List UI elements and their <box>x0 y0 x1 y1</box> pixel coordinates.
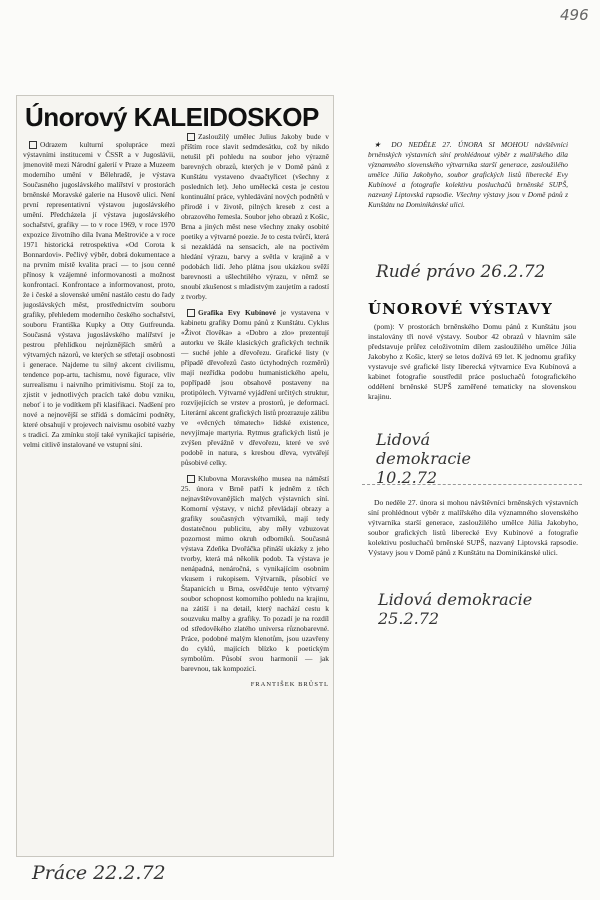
headline: Únorový KALEIDOSKOP <box>25 102 319 132</box>
column-text: Do neděle 27. února si mohou návštěvníci brněnských výstavních síní prohlédnout výběr z malířského díla významného slovenského výtvarníka starší generace, zasloužilého umělce Júlia Jakobyho, soubor grafických listů liberecké Evy Kubínové a fotografie kolektivu posluchačů brněnské SUPŠ, nazvaný Liptovská rapsodie. Výstavy jsou v Domě pánů z Kunštátu na Dominikánské ulici. <box>368 498 578 557</box>
bullet-square-icon <box>187 133 195 141</box>
headline-unorove-vystavy: ÚNOROVÉ VÝSTAVY <box>368 300 553 318</box>
article-text <box>368 140 568 252</box>
column-text: (pom): V prostorách brněnského Domu pánů z Kunštátu jsou instalovány tři nové výstavy. Soubor 42 obrazů v hlavním sále představuje průřez celoživotním dílem zasloužilého umělce Júlia Jakobyho z Košic, který se letos dožívá 69 let. K jednomu grafiky vystavuje své grafické listy liberecká výtvarnice Eva Kubínová a kabinet fotografie soustředil práce posluchačů fotografického oddělení brněnské SUPŠ zaměřené tematicky na slovenskou krajinu. <box>368 322 576 401</box>
article-column-2 <box>181 132 329 848</box>
column-text: Zasloužilý umělec Julius Jakoby bude v příštím roce slavit sedmdesátku, což by nikdo netušil při pohledu na soubor jeho výrazně barevných obrazů, kterých je v Domě pánů z Kunštátu vystaveno dvaačtyřicet (všechny z posledních let). Jeho umělecká cesta je cestou kontinuální práce, vyhledávání nových podnětů v přírodě i v životě, pilných kreseb z cest a obrazového řemesla. Soubor jeho obrazů z Košic, Brna a jiných měst nese všechny znaky osobité poetiky a výtvarné poezie. Je to cesta tvůrčí, která si nezakládá na sensacích, ale na poctivém hledání výrazu, barvy a světla v krajině a v podobách lidí. Jeho plátna jsou ukázkou svěží barevnosti a ušlechtilého výrazu, v němž se snoubí zkušenost s mladistvým zaujetím a radostí z tvorby. <box>181 132 329 301</box>
article-text-do-nedele <box>368 498 578 576</box>
column-text: je vystavena v kabinetu grafiky Domu pánů z Kunštátu. Cyklus «Život člověka» a «Dobro a zlo» prezentují autorku ve škále klasických grafických technik — suché jehle a dřevořezu. Grafické listy (v případě dřevořezů často úctyhodných rozměrů) mají nezřídka podobu humanistického apelu, popřípadě jsou obsahově postaveny na protipólech. Výtvarné vyjádření určitých struktur, rozvíjejících se vrstev a prostorů, je deformací. Literární akcent grafických listů prozrazuje zálibu ve «věcných tématech» lidské existence, nevyjímaje martyria. Rytmus grafických listů je zvýšen převážně v dřevořezu, které ve své podobě in natura, s kresbou dřeva, vytvářejí působivé celky. <box>181 308 329 467</box>
subhead: Grafika Evy Kubínové <box>198 308 276 317</box>
article-clipping-rude-pravo <box>368 140 568 252</box>
divider <box>362 484 582 485</box>
article-column-1 <box>23 140 175 660</box>
page-number: 496 <box>560 6 589 24</box>
article-clipping-prace <box>16 95 334 857</box>
star-icon: ★ <box>374 140 392 149</box>
bullet-square-icon <box>187 475 195 483</box>
author-signature: FRANTIŠEK BRŮSTL <box>250 681 329 688</box>
source-note-lidova-2: Lidová demokracie 25.2.72 <box>378 590 533 628</box>
column-text: Klubovna Moravského musea na náměstí 25. února v Brně patří k jedněm z těch nejnavštěvovanějších malých výstavních síní. Komorní výstavy, v nichž převládají obrazy a grafiky současných výtvarníků, mají tedy dostatečnou publicitu, aby měly vzbuzovat pozornost mimo okruh odborníků. Současná výstava Zdeňka Dvořáčka přináší ukázky z jeho tvorby, která má několik podob. Ta výstava je nenápadná, nenáročná, s vynikajícím osobním vkusem i rukopisem. Výtvarník, působící ve Štapanicích u Brna, osvědčuje tento výtvarný soubor schopnost komorního pohledu na krajinu, na zátiší i na detail, který nachází cestu k souzvuku malby a grafiky. To pozadí je na rozdíl od středověkého zlatého universa různobarevné. Práce, podobné malým klenotům, jsou uzavřeny do cyklů, majících blízko k poetickým symbolům. Působí svou harmonií — jak barevnou, tak kompozicí. <box>181 474 329 673</box>
bullet-square-icon <box>187 309 195 317</box>
column-text: DO NEDĚLE 27. ÚNORA SI MOHOU návštěvníci brněnských výstavních síní prohlédnout výběr z malířského díla významného slovenského výtvarníka starší generace, zasloužilého umělce Júlia Jakobyho, soubor grafických listů liberecké Evy Kubínové a fotografie kolektivu posluchačů brněnské SUPŠ, nazvaný Liptovská rapsodie. Všechny výstavy jsou v Domě pánů z Kunštátu na Dominikánské ulici. <box>368 140 568 209</box>
bullet-square-icon <box>29 141 37 149</box>
source-note-lidova-1: Lidová demokracie 10.2.72 <box>376 430 471 487</box>
article-text-unorove <box>368 322 576 418</box>
source-note-prace: Práce 22.2.72 <box>32 862 166 884</box>
column-text: Odrazem kulturní spolupráce mezi výstavními institucemi v ČSSR a v Jugoslávii, jmenovitě mezi Národní galerií v Praze a Muzeem moderního umění v Bělehradě, je výstava Současného jugoslávského malířství v prostorách brněnské Moravské galerie na Husově ulici. Není první representativní výstavou jugoslávského umění. Předcházela jí výstava jugoslávského sochařství, grafiky — to v roce 1969, v roce 1970 expozice životního díla Ivana Meštroviće a v roce 1971 historická retrospektiva «Od Corota k Bonnardovi». Pečlivý výběr, dobrá dokumentace a na prvním místě kvalita prací — to jsou cenné přínosy k vzájemné informovanosti a možnost konfrontací. Konfrontace a informovanost, proto, že i české a slovenské umění nastálo cestu do řady jugoslávských měst, prostřednictvím souboru grafiky, přehledem moderního českého sochařství, souboru Františka Kupky a Otty Gutfreunda. Současná výstava jugoslávského malířství je pestrou přehlídkou nejrůznějších směrů a výtvarných názorů, ve kterých se střetají osobnosti i generace. Najdeme tu silný akcent civilismu, tendence pop-artu, tachismu, nové figurace, vliv surrealismu i naivního primitivismu. Stojí za to, zjistit v jednotlivých pracích také dobu vzniku, neboť i to je vodítkem při klasifikaci. Nadšení pro nové a nejnovější se střídá s domácími podněty, které obsahují v projevech naivismu osobité vazby s tradicí. Za zmínku stojí také vynikající tapisérie, velmi citlivě instalované ve vstupní síni. <box>23 140 175 449</box>
source-note-rude-pravo: Rudé právo 26.2.72 <box>376 262 546 282</box>
